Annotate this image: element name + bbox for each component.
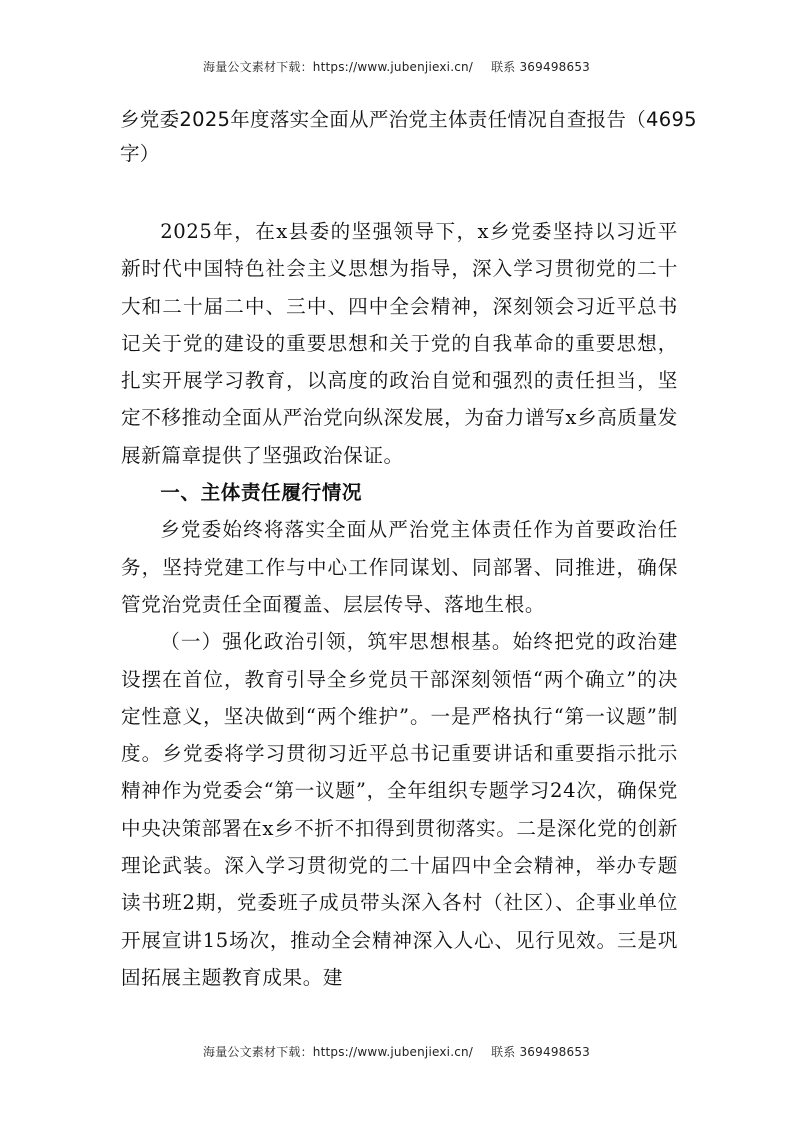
section-1-heading: 一、主体责任履行情况 bbox=[160, 481, 363, 505]
document-title: 乡党委2025年度落实全面从严治党主体责任情况自查报告（4695字） bbox=[120, 108, 697, 165]
header-contact-label: 联系 369498653 bbox=[491, 60, 590, 74]
page-header bbox=[0, 58, 793, 75]
page-footer bbox=[0, 1043, 793, 1060]
header-site-label: 海量公文素材下载：https://www.jubenjiexi.cn/ bbox=[203, 60, 474, 74]
section-1-paragraph-2: （一）强化政治引领，筑牢思想根基。始终把党的政治建设摆在首位，教育引导全乡党员干部深刻领悟“两个确立”的决定性意义，坚决做到“两个维护”。一是严格执行“第一议题”制度。乡党委将学习贯彻习近平总书记重要讲话和重要指示批示精神作为党委会“第一议题”，全年组织专题学习24次，确保党中央决策部署在x乡不折不扣得到贯彻落实。二是深化党的创新理论武装。深入学习贯彻党的二十届四中全会精神，举办专题读书班2期，党委班子成员带头深入各村（社区）、企事业单位开展宣讲15场次，推动全会精神深入人心、见行见效。三是巩固拓展主题教育成果。建 bbox=[121, 630, 678, 989]
document-body bbox=[121, 213, 678, 996]
section-1-paragraph-1: 乡党委始终将落实全面从严治党主体责任作为首要政治任务，坚持党建工作与中心工作同谋划、同部署、同推进，确保管党治党责任全面覆盖、层层传导、落地生根。 bbox=[121, 518, 678, 616]
footer-contact-label: 联系 369498653 bbox=[491, 1045, 590, 1059]
intro-paragraph: 2025年，在x县委的坚强领导下，x乡党委坚持以习近平新时代中国特色社会主义思想为指导，深入学习贯彻党的二十大和二十届二中、三中、四中全会精神，深刻领会习近平总书记关于党的建设的重要思想和关于党的自我革命的重要思想，扎实开展学习教育，以高度的政治自觉和强烈的责任担当，坚定不移推动全面从严治党向纵深发展，为奋力谱写x乡高质量发展新篇章提供了坚强政治保证。 bbox=[121, 220, 678, 467]
footer-site-label: 海量公文素材下载：https://www.jubenjiexi.cn/ bbox=[203, 1045, 474, 1059]
